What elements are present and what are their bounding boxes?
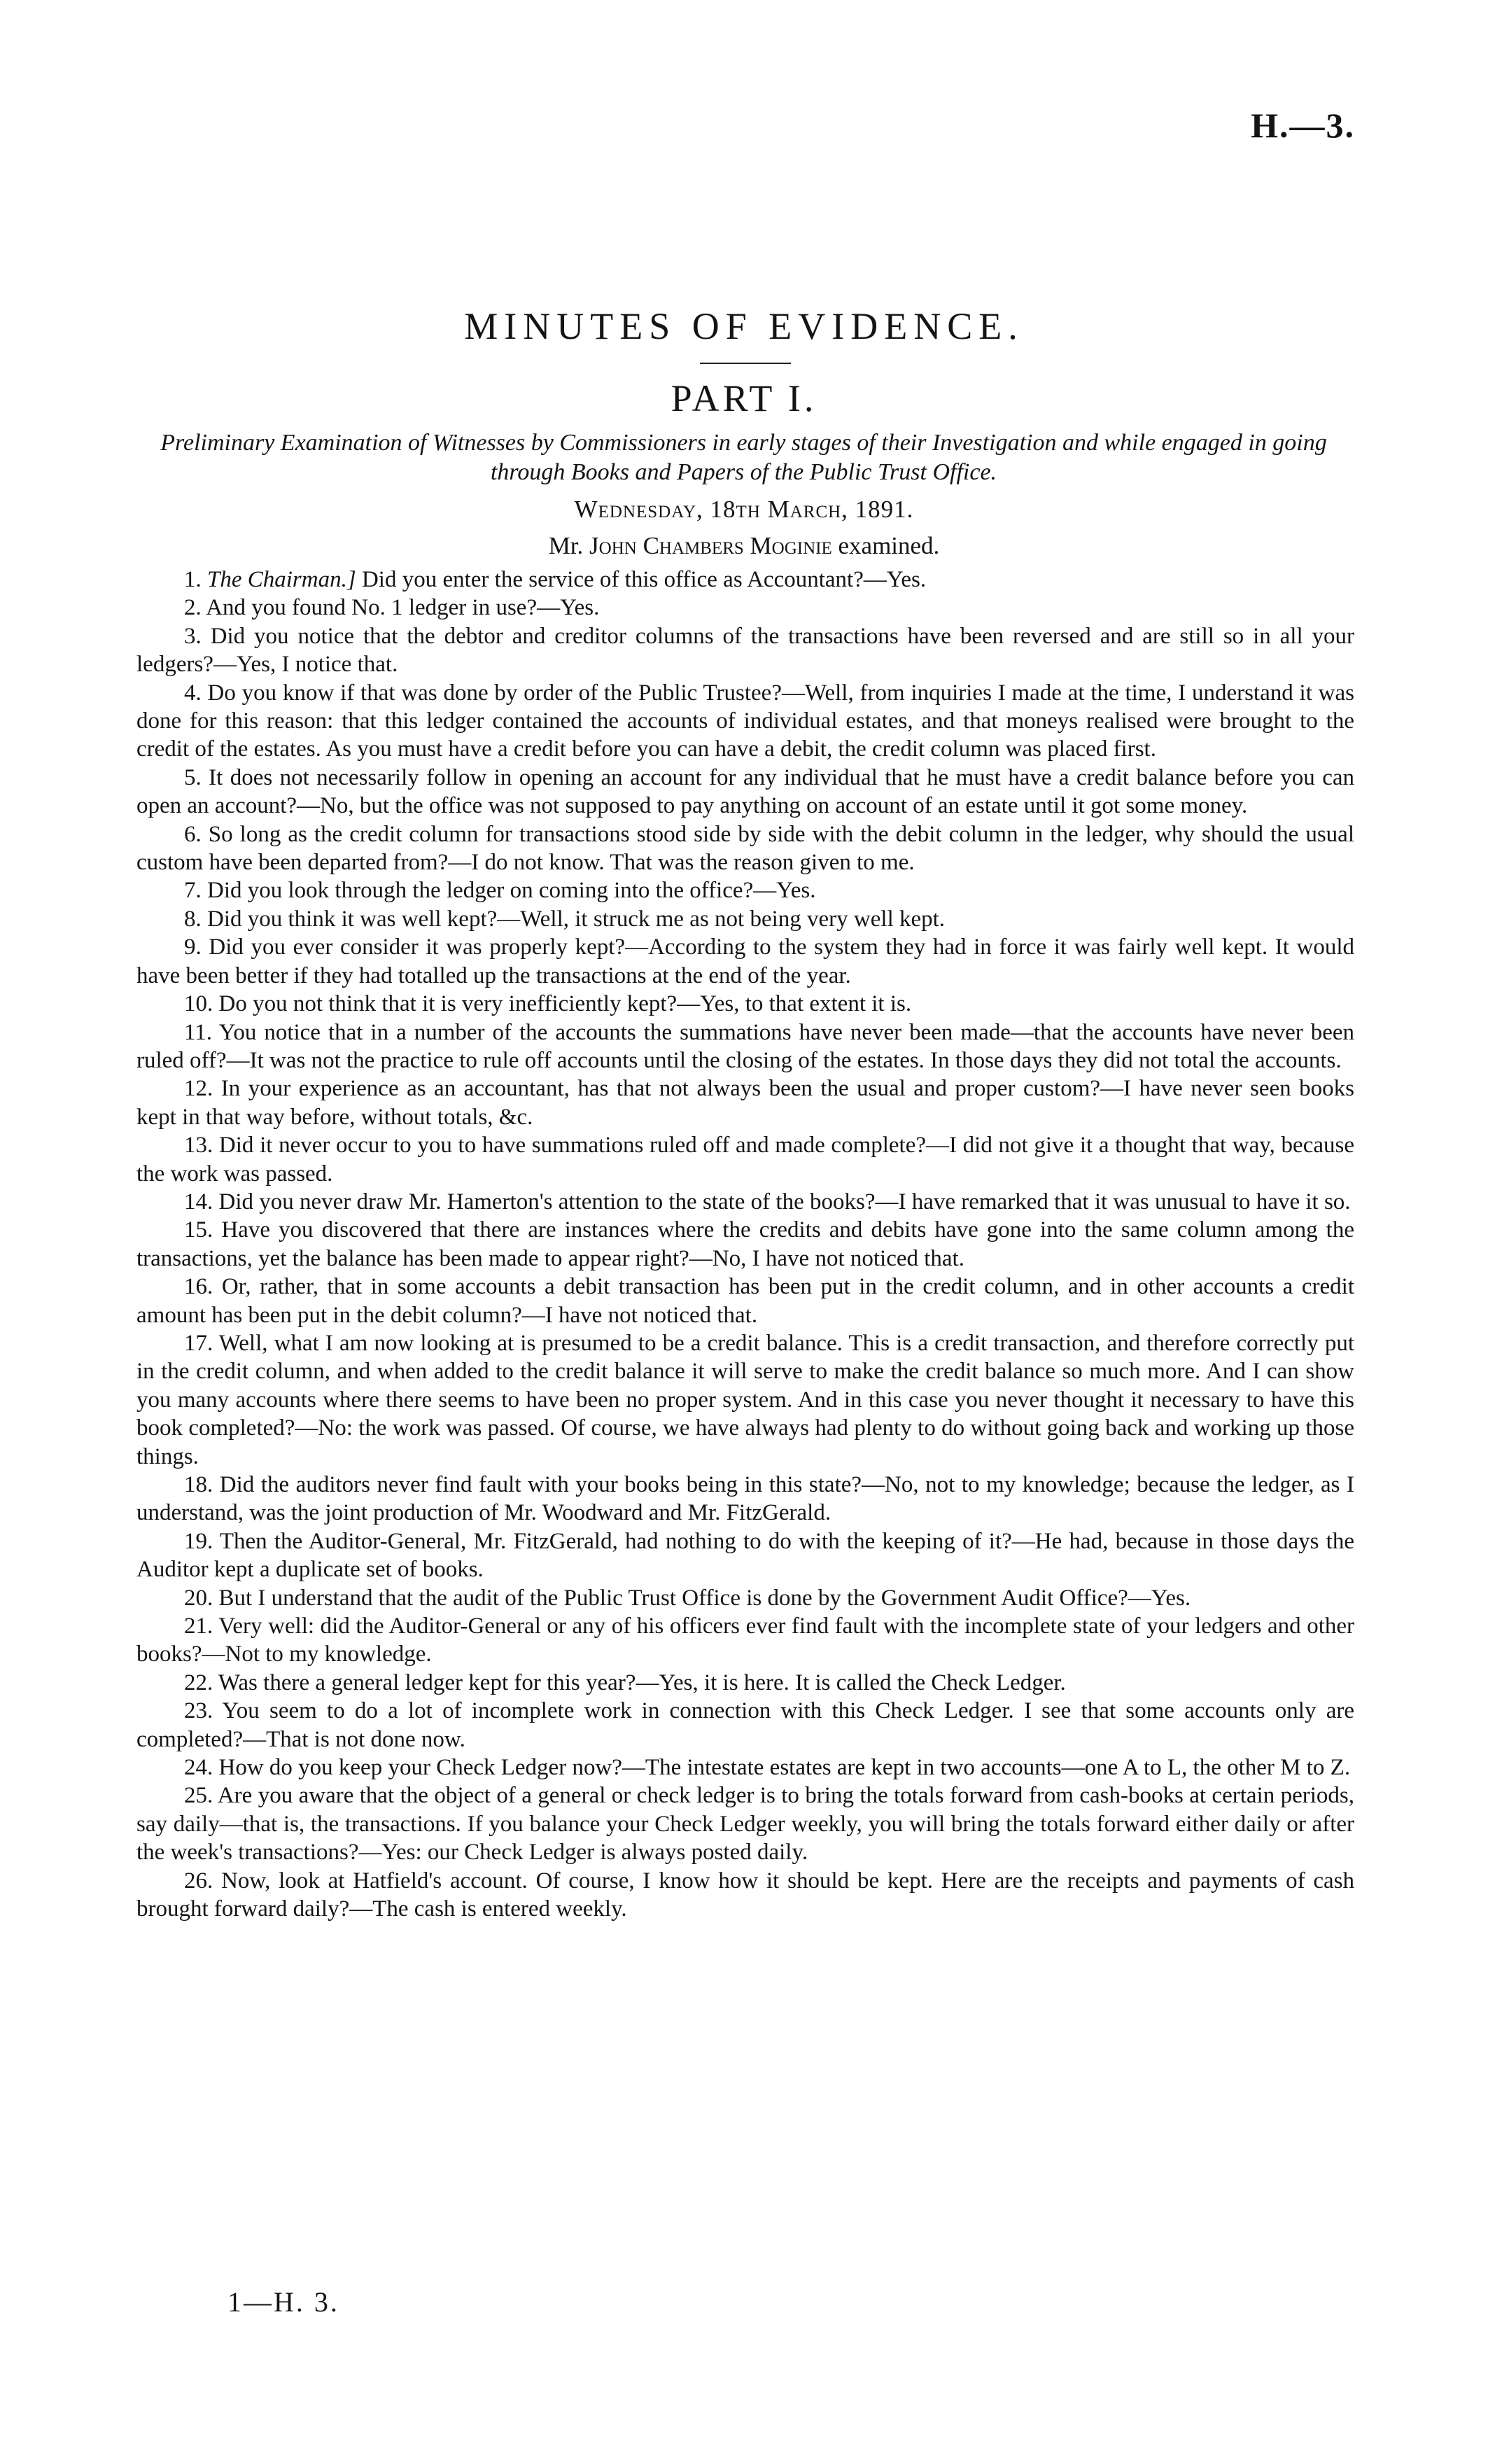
question-number: 25. [184, 1783, 218, 1809]
question-number: 15. [184, 1217, 222, 1243]
question-number: 7. [184, 878, 207, 904]
question-number: 10. [184, 991, 219, 1017]
speaker-label: The Chairman.] [207, 567, 356, 592]
question-text: Did you ever consider it was properly kept?—According to the system they had in force it was fairly well kept. It would have been better if they had totalled up the transactions at the end of the year. [136, 934, 1354, 988]
question-text: Do you know if that was done by order of the Public Trustee?—Well, from inquiries I made at the time, I understand it was done for this reason: that this ledger contained the accounts of individual estates, and that moneys realised were brought to the credit of the estates. As you must have a credit before you can have a debit, the credit column was placed first. [136, 680, 1354, 762]
question-text: Did the auditors never find fault with your books being in this state?—No, not to my knowledge; because the ledger, as I understand, was the joint production of Mr. Woodward and Mr. FitzGerald. [136, 1472, 1355, 1526]
question-number: 13. [184, 1133, 219, 1158]
question-paragraph [136, 1527, 1354, 1584]
question-number: 24. [184, 1755, 219, 1781]
question-paragraph [136, 1782, 1354, 1866]
question-text: How do you keep your Check Ledger now?—The intestate estates are kept in two accounts—one A to L, the other M to Z. [218, 1755, 1351, 1781]
question-text: Was there a general ledger kept for this year?—Yes, it is here. It is called the Check Ledger. [218, 1670, 1066, 1695]
question-paragraph [136, 1754, 1354, 1782]
witness-prefix: Mr. [548, 532, 590, 559]
question-number: 18. [184, 1472, 220, 1497]
question-paragraph [136, 1697, 1354, 1754]
question-paragraph [136, 820, 1354, 877]
question-paragraph [136, 905, 1354, 933]
question-text: Did you never draw Mr. Hamerton's attention to the state of the books?—I have remarked that it was unusual to have it so. [218, 1189, 1351, 1214]
question-text: Then the Auditor-General, Mr. FitzGerald, had nothing to do with the keeping of it?—He had, because in those days the Auditor kept a duplicate set of books. [136, 1528, 1355, 1583]
question-number: 6. [184, 821, 209, 847]
question-text: You seem to do a lot of incomplete work in connection with this Check Ledger. I see that some accounts only are completed?—That is not done now. [136, 1698, 1354, 1752]
title-rule [700, 363, 791, 364]
part-heading: PART I. [671, 377, 817, 419]
question-paragraph [136, 1669, 1354, 1697]
question-text: It does not necessarily follow in opening an account for any individual that he must have a credit balance before you can open an account?—No, but the office was not supposed to pay anything on account of an estate until it got some money. [136, 764, 1355, 819]
question-number: 4. [184, 680, 208, 706]
question-text: Are you aware that the object of a general or check ledger is to bring the totals forward from cash-books at certain periods, say daily—that is, the transactions. If you balance your Check Ledger weekly, you will bring the totals forward either daily or after the week's transactions?—Yes: our Check Ledger is always posted daily. [136, 1783, 1354, 1865]
question-number: 23. [184, 1698, 223, 1724]
question-paragraph [136, 1131, 1354, 1188]
question-text: Did you notice that the debtor and creditor columns of the transactions have been reversed and are still so in all your ledgers?—Yes, I notice that. [136, 623, 1355, 678]
question-number: 21. [184, 1614, 219, 1639]
question-number: 11. [184, 1019, 219, 1045]
question-number: 1. [184, 567, 207, 592]
question-text: Have you discovered that there are instances where the credits and debits have gone into the same column among the transactions, yet the balance has been made to appear right?—No, I have not noticed that. [136, 1217, 1354, 1271]
question-number: 3. [184, 623, 211, 649]
question-number: 14. [184, 1189, 219, 1214]
question-text: Well, what I am now looking at is presumed to be a credit balance. This is a credit transaction, and therefore correctly put in the credit column, and when added to the credit balance it will serve to make the credit balance so much more. And I can show you many accounts where there seems to have been no proper system. And in this case you never thought it necessary to have this book completed?—No: the work was passed. Of course, we have always had plenty to do without going back and working up those things. [136, 1330, 1354, 1469]
question-paragraph [136, 1018, 1354, 1075]
question-text: Did it never occur to you to have summations ruled off and made complete?—I did not give it a thought that way, because the work was passed. [136, 1133, 1354, 1186]
question-paragraph [136, 1867, 1354, 1924]
question-paragraph [136, 1188, 1354, 1216]
question-text: But I understand that the audit of the Public Trust Office is done by the Government Audit Office?—Yes. [218, 1585, 1191, 1611]
question-paragraph [136, 1074, 1354, 1131]
question-number: 8. [184, 906, 207, 932]
question-number: 12. [184, 1076, 221, 1102]
witness-suffix: examined. [831, 532, 940, 559]
question-paragraph [136, 1584, 1354, 1612]
question-paragraph [136, 1612, 1354, 1669]
question-number: 2. [184, 595, 206, 621]
subtitle: Preliminary Examination of Witnesses by Commissioners in early stages of their Investigation and while engaged in going through Books and Papers of the Public Trust Office. [160, 430, 1327, 485]
question-text: Very well: did the Auditor-General or any of his officers ever find fault with the incomplete state of your ledgers and other books?—Not to my knowledge. [136, 1614, 1355, 1667]
question-text: Did you enter the service of this office as Accountant?—Yes. [356, 567, 927, 592]
question-paragraph [136, 990, 1354, 1018]
question-number: 17. [184, 1330, 219, 1356]
question-paragraph [136, 876, 1354, 904]
witness-line [0, 532, 1488, 560]
question-number: 9. [184, 934, 209, 960]
question-text: Now, look at Hatfield's account. Of course, I know how it should be kept. Here are the receipts and payments of cash brought forward daily?—The cash is entered weekly. [136, 1868, 1355, 1922]
evidence-body [136, 566, 1354, 1924]
question-text: Or, rather, that in some accounts a debit transaction has been put in the credit column, and in other accounts a credit amount has been put in the debit column?—I have not noticed that. [136, 1274, 1354, 1328]
question-text: And you found No. 1 ledger in use?—Yes. [206, 595, 600, 621]
question-paragraph [136, 594, 1354, 622]
signature-mark: 1—H. 3. [227, 2286, 339, 2318]
question-text: So long as the credit column for transactions stood side by side with the debit column in the ledger, why should the usual custom have been departed from?—I do not know. That was the reason given to me. [136, 821, 1355, 876]
document-title: MINUTES OF EVIDENCE. [464, 305, 1024, 347]
question-number: 20. [184, 1585, 219, 1611]
question-text: Do you not think that it is very inefficiently kept?—Yes, to that extent it is. [218, 991, 912, 1017]
question-paragraph [136, 1329, 1354, 1471]
question-paragraph [136, 622, 1354, 679]
question-paragraph [136, 1273, 1354, 1329]
question-paragraph [136, 1471, 1354, 1527]
page-reference: H.—3. [1251, 106, 1355, 145]
question-text: Did you think it was well kept?—Well, it struck me as not being very well kept. [207, 906, 946, 932]
question-paragraph [136, 1216, 1354, 1273]
witness-name: John Chambers Moginie [589, 532, 832, 559]
question-text: You notice that in a number of the accounts the summations have never been made—that the accounts have never been ruled off?—It was not the practice to rule off accounts until the closing of the estates. In those days they did not total the accounts. [136, 1019, 1354, 1073]
question-paragraph [136, 679, 1354, 764]
question-number: 26. [184, 1868, 222, 1893]
question-number: 5. [184, 764, 209, 790]
question-text: In your experience as an accountant, has that not always been the usual and proper custom?—I have never seen books kept in that way before, without totals, &c. [136, 1076, 1355, 1130]
question-paragraph [136, 764, 1354, 820]
question-number: 22. [184, 1670, 218, 1695]
question-paragraph [136, 566, 1354, 594]
question-number: 16. [184, 1274, 222, 1300]
question-number: 19. [184, 1528, 220, 1554]
date-line: Wednesday, 18th March, 1891. [574, 496, 914, 523]
question-paragraph [136, 933, 1354, 990]
question-text: Did you look through the ledger on coming into the office?—Yes. [207, 878, 816, 904]
